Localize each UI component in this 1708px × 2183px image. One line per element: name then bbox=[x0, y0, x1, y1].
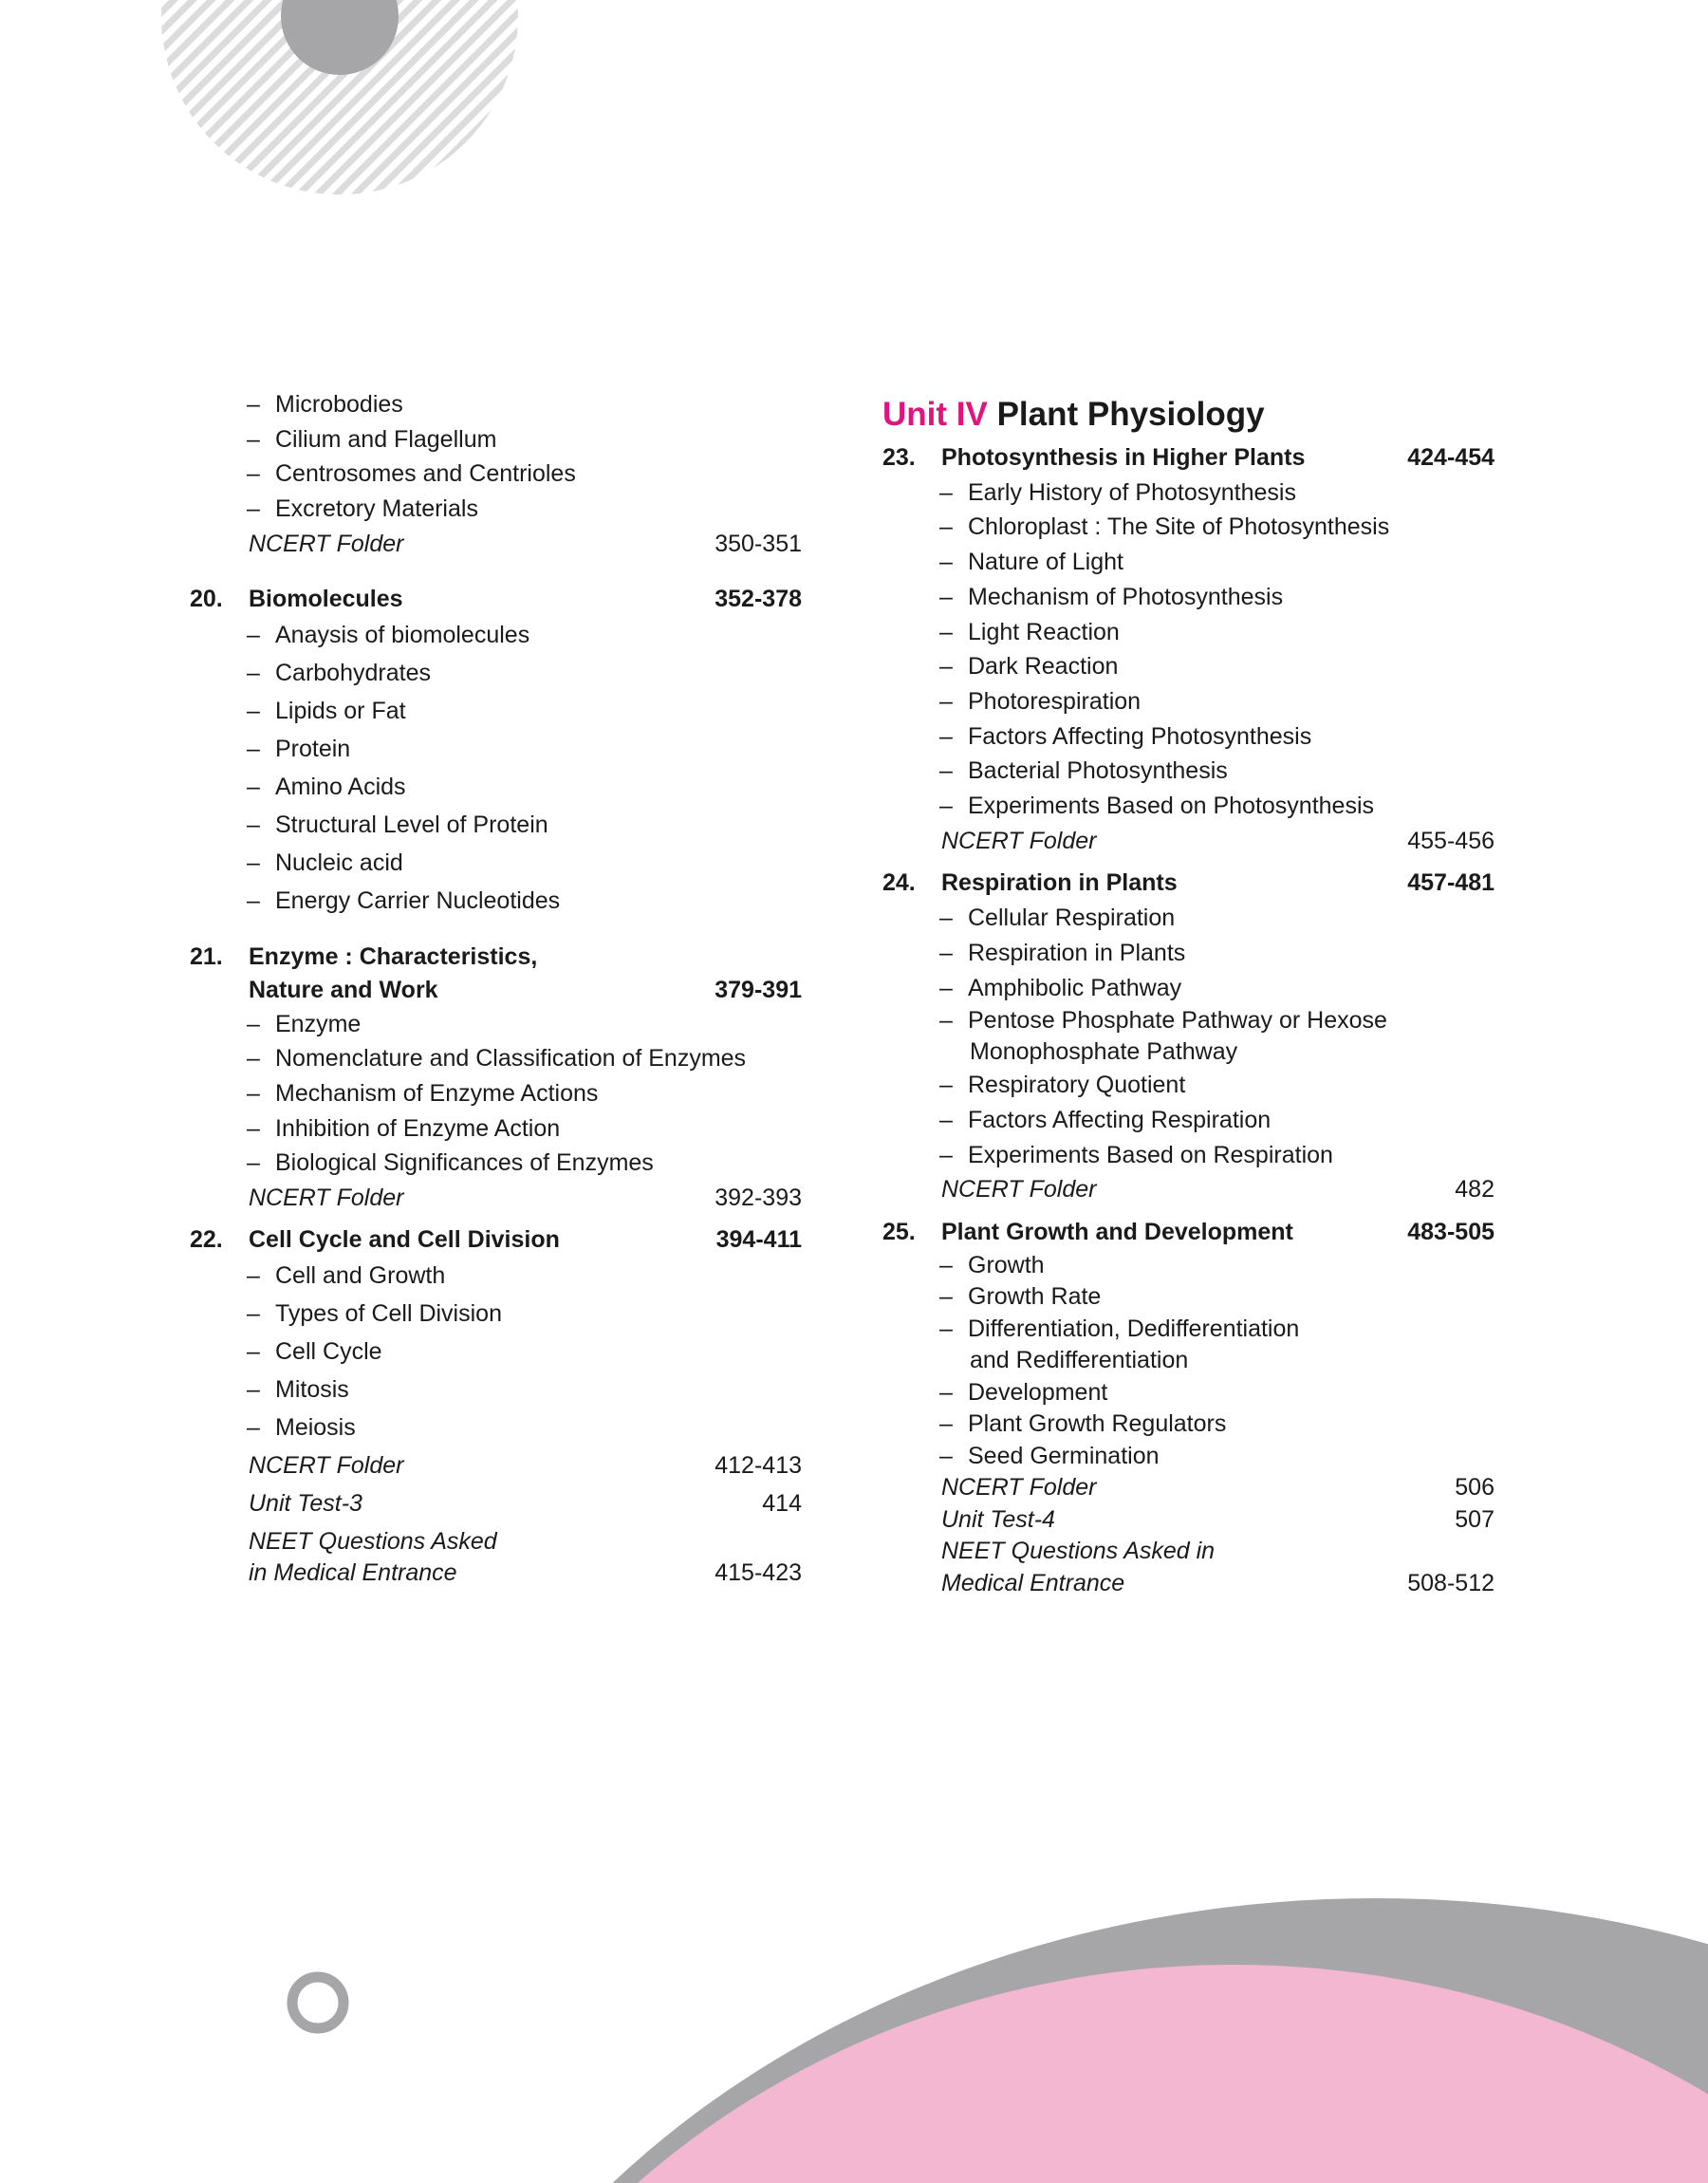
toc-subtopic: – Early History of Photosynthesis bbox=[939, 478, 1296, 506]
page-range: 483-505 bbox=[1407, 1219, 1494, 1246]
toc-subtopic: – Differentiation, Dedifferentiation and Redifferentiation bbox=[939, 1315, 1300, 1374]
small-ring-decoration bbox=[292, 1977, 343, 2028]
ncert-folder-entry[interactable]: NCERT Folder 412-413 bbox=[190, 1446, 802, 1484]
toc-subtopic: – Mitosis bbox=[247, 1375, 349, 1403]
chapter-heading-22[interactable]: 22. Cell Cycle and Cell Division 394-411 bbox=[190, 1223, 802, 1257]
page-range: 424-454 bbox=[1407, 444, 1494, 471]
toc-subtopic: – Cilium and Flagellum bbox=[247, 425, 497, 453]
page-range: 352-378 bbox=[715, 585, 802, 612]
toc-subtopic: – Plant Growth Regulators bbox=[939, 1410, 1227, 1438]
page-range: 415-423 bbox=[715, 1558, 802, 1586]
toc-subtopic: – Carbohydrates bbox=[247, 659, 431, 686]
page-range: 455-456 bbox=[1407, 827, 1494, 854]
chapter-heading-21-line2[interactable]: Nature and Work 379-391 bbox=[190, 974, 802, 1007]
neet-questions-entry-line2[interactable]: Medical Entrance 508-512 bbox=[882, 1568, 1494, 1600]
toc-subtopic: – Protein bbox=[247, 735, 351, 762]
page-range: 379-391 bbox=[715, 976, 802, 1003]
toc-subtopic: – Cell and Growth bbox=[247, 1261, 446, 1289]
toc-subtopic: – Centrosomes and Centrioles bbox=[247, 460, 576, 488]
toc-subtopic: – Inhibition of Enzyme Action bbox=[247, 1114, 561, 1142]
toc-subtopic: – Microbodies bbox=[247, 391, 403, 418]
toc-subtopic: – Nucleic acid bbox=[247, 849, 403, 876]
unit-title: Plant Physiology bbox=[996, 396, 1265, 433]
toc-subtopic: – Growth Rate bbox=[939, 1283, 1102, 1311]
neet-questions-entry-line2[interactable]: in Medical Entrance 415-423 bbox=[190, 1558, 802, 1589]
toc-subtopic: – Mechanism of Photosynthesis bbox=[939, 583, 1284, 610]
toc-subtopic: – Nature of Light bbox=[939, 549, 1123, 576]
toc-subtopic: – Mechanism of Enzyme Actions bbox=[247, 1079, 599, 1107]
page-range: 507 bbox=[1455, 1505, 1494, 1533]
toc-subtopic: – Lipids or Fat bbox=[247, 697, 406, 724]
unit-label: Unit IV bbox=[882, 396, 988, 433]
toc-subtopic: – Light Reaction bbox=[939, 618, 1120, 645]
toc-subtopic: – Respiration in Plants bbox=[939, 939, 1186, 966]
toc-subtopic: – Cell Cycle bbox=[247, 1337, 382, 1365]
page-range: 457-481 bbox=[1407, 869, 1494, 897]
toc-left-column bbox=[190, 387, 802, 1589]
hatched-ring-decoration bbox=[161, 0, 518, 195]
toc-subtopic: – Experiments Based on Respiration bbox=[939, 1141, 1333, 1168]
toc-subtopic: – Amino Acids bbox=[247, 773, 406, 800]
toc-subtopic: – Types of Cell Division bbox=[247, 1299, 502, 1327]
toc-subtopic: – Seed Germination bbox=[939, 1442, 1160, 1469]
toc-subtopic: – Bacterial Photosynthesis bbox=[939, 757, 1228, 785]
toc-subtopic: – Biological Significances of Enzymes bbox=[247, 1149, 654, 1177]
page-range: 508-512 bbox=[1407, 1569, 1494, 1596]
unit-test-entry[interactable]: Unit Test-3 414 bbox=[190, 1484, 802, 1522]
toc-subtopic: – Energy Carrier Nucleotides bbox=[247, 886, 561, 914]
toc-subtopic: – Photorespiration bbox=[939, 687, 1142, 715]
toc-subtopic: – Dark Reaction bbox=[939, 653, 1119, 681]
chapter-heading-24[interactable]: 24. Respiration in Plants 457-481 bbox=[882, 866, 1494, 901]
toc-subtopic: – Anaysis of biomolecules bbox=[247, 621, 530, 648]
toc-subtopic: – Experiments Based on Photosynthesis bbox=[939, 793, 1375, 820]
page-range: 350-351 bbox=[715, 530, 802, 557]
page-range: 482 bbox=[1455, 1176, 1494, 1203]
page-range: 412-413 bbox=[715, 1451, 802, 1479]
toc-subtopic: – Amphibolic Pathway bbox=[939, 974, 1182, 1001]
page-range: 394-411 bbox=[715, 1225, 802, 1253]
toc-subtopic: – Factors Affecting Respiration bbox=[939, 1106, 1272, 1133]
toc-subtopic: – Enzyme bbox=[247, 1010, 362, 1037]
chapter-heading-20[interactable]: 20. Biomolecules 352-378 bbox=[190, 583, 802, 616]
ncert-folder-entry[interactable]: NCERT Folder 506 bbox=[882, 1472, 1494, 1504]
page-range: 414 bbox=[762, 1489, 802, 1517]
toc-subtopic: – Pentose Phosphate Pathway or Hexose Monophosphate Pathway bbox=[939, 1007, 1387, 1066]
unit-heading bbox=[882, 393, 1494, 437]
toc-subtopic: – Meiosis bbox=[247, 1413, 356, 1441]
toc-subtopic: – Excretory Materials bbox=[247, 495, 478, 523]
ncert-folder-entry[interactable]: NCERT Folder 350-351 bbox=[190, 527, 802, 562]
ncert-folder-entry[interactable]: NCERT Folder 392-393 bbox=[190, 1181, 802, 1216]
ncert-folder-entry[interactable]: NCERT Folder 482 bbox=[882, 1172, 1494, 1207]
toc-subtopic: – Structural Level of Protein bbox=[247, 811, 548, 838]
neet-questions-entry[interactable]: NEET Questions Asked bbox=[249, 1527, 497, 1555]
chapter-heading-23[interactable]: 23. Photosynthesis in Higher Plants 424-454 bbox=[882, 440, 1494, 476]
chapter-heading-21[interactable]: 21. Enzyme : Characteristics, bbox=[190, 942, 538, 970]
unit-test-entry[interactable]: Unit Test-4 507 bbox=[882, 1504, 1494, 1537]
toc-subtopic: – Development bbox=[939, 1378, 1108, 1406]
toc-subtopic: – Nomenclature and Classification of Enzymes bbox=[247, 1045, 747, 1073]
toc-subtopic: – Respiratory Quotient bbox=[939, 1072, 1186, 1099]
toc-subtopic: – Cellular Respiration bbox=[939, 905, 1176, 932]
page-range: 506 bbox=[1455, 1474, 1494, 1502]
page-range: 392-393 bbox=[715, 1185, 802, 1212]
ncert-folder-entry[interactable]: NCERT Folder 455-456 bbox=[882, 824, 1494, 859]
toc-subtopic: – Factors Affecting Photosynthesis bbox=[939, 722, 1312, 750]
chapter-heading-25[interactable]: 25. Plant Growth and Development 483-505 bbox=[882, 1215, 1494, 1250]
toc-right-column bbox=[882, 393, 1494, 1599]
toc-subtopic: – Chloroplast : The Site of Photosynthesis bbox=[939, 513, 1390, 541]
toc-subtopic: – Growth bbox=[939, 1251, 1045, 1278]
neet-questions-entry[interactable]: NEET Questions Asked in bbox=[941, 1538, 1216, 1565]
